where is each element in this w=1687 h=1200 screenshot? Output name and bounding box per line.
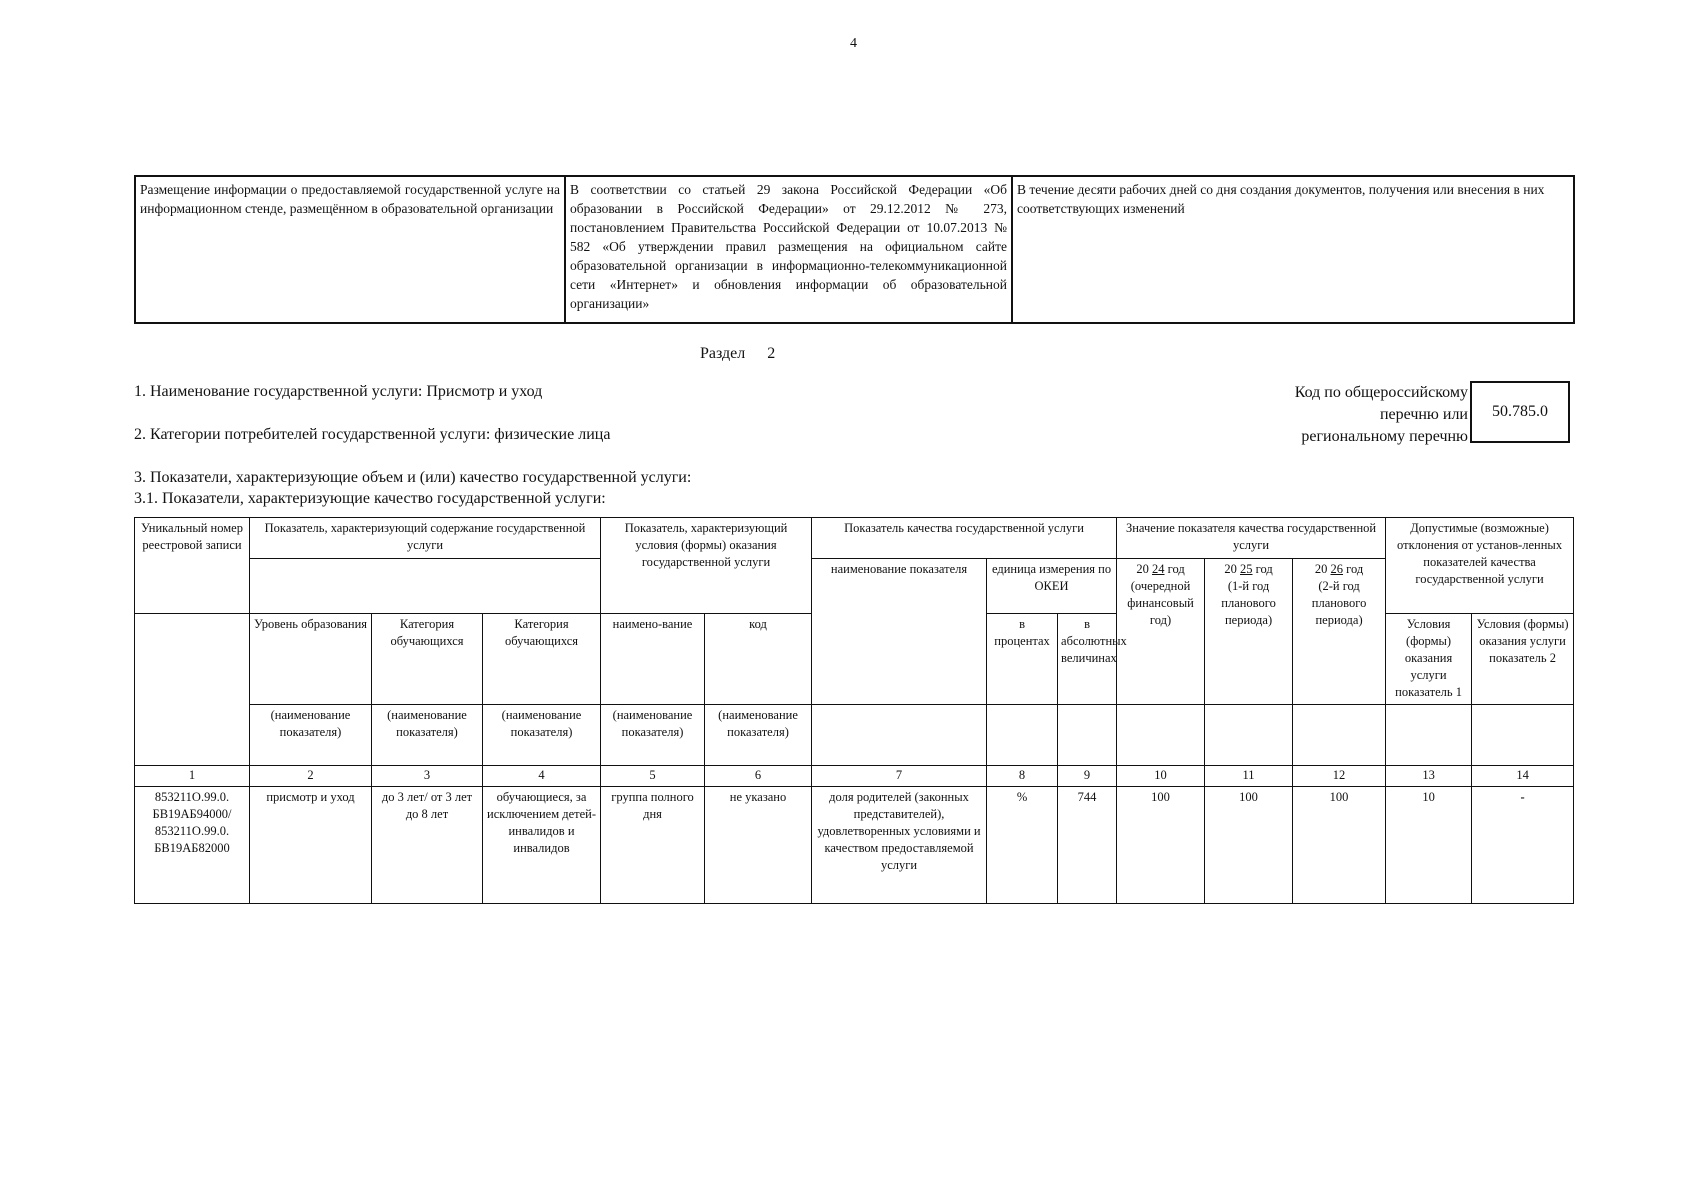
indicators-title: 3. Показатели, характеризующие объем и (или) качество государственной услуги: [134, 469, 692, 486]
header-year-spacer [1205, 705, 1293, 766]
cell-student-category-1: до 3 лет/ от 3 лет до 8 лет [372, 787, 483, 904]
header-percent-spacer [1386, 705, 1472, 766]
year-prefix: 20 [1314, 562, 1328, 576]
cell-student-category-2: обучающиеся, за исключением детей-инвалидов и инвалидов [483, 787, 601, 904]
header-student-category-2: Категория обучающихся [483, 614, 601, 705]
year-suffix: год [1167, 562, 1185, 576]
year-description: (очередной финансовый год) [1127, 579, 1194, 627]
header-allowed-deviations: Допустимые (возможные) отклонения от установ-ленных показателей качества государственной услуги [1386, 518, 1574, 614]
cell-unit-code: 744 [1058, 787, 1117, 904]
column-number: 9 [1058, 766, 1117, 787]
column-number: 7 [812, 766, 987, 787]
naming-note: (наименование показателя) [601, 705, 705, 766]
registry-code-box: 50.785.0 [1470, 381, 1570, 443]
year-value: 26 [1330, 562, 1344, 576]
column-number: 5 [601, 766, 705, 787]
column-number: 8 [987, 766, 1058, 787]
cell-unit-name: % [987, 787, 1058, 904]
header-year-spacer [1117, 705, 1205, 766]
header-indicator-spacer [812, 705, 987, 766]
year-prefix: 20 [1136, 562, 1149, 576]
consumer-categories: 2. Категории потребителей государственной услуги: физические лица [134, 426, 611, 443]
cell-deviation-absolute: - [1472, 787, 1574, 904]
code-label-line: Код по общероссийскому [1294, 384, 1468, 401]
year-value: 25 [1240, 562, 1253, 576]
table-header-row [135, 518, 1574, 559]
info-placement-table [134, 175, 1575, 324]
cell-education-level: присмотр и уход [250, 787, 372, 904]
table-header-row [135, 559, 1574, 614]
column-number: 10 [1117, 766, 1205, 787]
table-row [135, 787, 1574, 904]
placement-content-cell: В соответствии со статьей 29 закона Российской Федерации «Об образовании в Российской Федерации» от 29.12.2012 № 273, постановлением Правительства Российской Федерации от 10.07.2013 № 582 «Об утверждении правил размещения на официальном сайте образовательной организации в информационно-телекоммуникационной сети «Интернет» и обновления информации об образовательной организации» [565, 176, 1012, 323]
header-unique-spacer [135, 614, 250, 766]
header-quality-indicator: Показатель качества государственной услуги [812, 518, 1117, 559]
placement-method-cell: Размещение информации о предоставляемой государственной услуге на информационном стенде, размещённом в образовательной организации [135, 176, 565, 323]
header-absolute-spacer [1472, 705, 1574, 766]
cell-unique-number: 853211О.99.0. БВ19АБ94000/ 853211О.99.0. БВ19АБ82000 [135, 787, 250, 904]
table-row [135, 176, 1574, 323]
column-number-row [135, 766, 1574, 787]
header-indicator-values: Значение показателя качества государственной услуги [1117, 518, 1386, 559]
header-year-2026 [1293, 559, 1386, 705]
naming-note: (наименование показателя) [483, 705, 601, 766]
column-number: 12 [1293, 766, 1386, 787]
column-number: 13 [1386, 766, 1472, 787]
cell-condition-1: группа полного дня [601, 787, 705, 904]
section-label: Раздел [700, 345, 746, 362]
code-label-line: перечню или [1379, 406, 1468, 423]
header-year-2025 [1205, 559, 1293, 705]
column-number: 4 [483, 766, 601, 787]
naming-note: (наименование показателя) [250, 705, 372, 766]
cell-value-2025: 100 [1205, 787, 1293, 904]
header-year-2024 [1117, 559, 1205, 705]
header-condition-1: Условия (формы) оказания услуги показатель 1 [1386, 614, 1472, 705]
year-description: (1-й год планового периода) [1221, 579, 1276, 627]
page-number: 4 [850, 36, 857, 51]
quality-indicators-title: 3.1. Показатели, характеризующие качество государственной услуги: [134, 490, 606, 507]
column-number: 2 [250, 766, 372, 787]
cell-deviation-percent: 10 [1386, 787, 1472, 904]
column-number: 1 [135, 766, 250, 787]
header-conditions-indicator: Показатель, характеризующий условия (формы) оказания государственной услуги [601, 518, 812, 614]
column-number: 3 [372, 766, 483, 787]
header-unit-code: код [705, 614, 812, 705]
header-unit-name-spacer [987, 705, 1058, 766]
naming-note: (наименование показателя) [705, 705, 812, 766]
table-header-row [135, 705, 1574, 766]
header-unique-number: Уникальный номер реестровой записи [135, 518, 250, 614]
header-unit-code-spacer [1058, 705, 1117, 766]
header-unit-okei: единица измерения по ОКЕИ [987, 559, 1117, 614]
header-unit-name: наимено-вание [601, 614, 705, 705]
header-condition-2: Условия (формы) оказания услуги показатель 2 [1472, 614, 1574, 705]
code-label-line: региональному перечню [1301, 428, 1468, 445]
year-suffix: год [1255, 562, 1273, 576]
naming-note: (наименование показателя) [372, 705, 483, 766]
header-education-level: Уровень образования [250, 614, 372, 705]
year-value: 24 [1152, 562, 1165, 576]
section-heading [700, 345, 775, 363]
column-number: 11 [1205, 766, 1293, 787]
quality-indicators-table [134, 517, 1574, 904]
cell-value-2024: 100 [1117, 787, 1205, 904]
registry-code-label [1200, 382, 1468, 448]
header-deviation-percent: в процентах [987, 614, 1058, 705]
column-number: 6 [705, 766, 812, 787]
cell-value-2026: 100 [1293, 787, 1386, 904]
header-content-spacer [250, 559, 601, 614]
header-deviation-absolute: в абсолютных величинах [1058, 614, 1117, 705]
column-number: 14 [1472, 766, 1574, 787]
year-description: (2-й год планового периода) [1311, 579, 1367, 627]
section-number: 2 [767, 345, 776, 362]
cell-condition-2: не указано [705, 787, 812, 904]
service-name: 1. Наименование государственной услуги: Присмотр и уход [134, 383, 543, 400]
cell-indicator-name: доля родителей (законных представителей), удовлетворенных условиями и качеством предоставляемой услуги [812, 787, 987, 904]
year-suffix: год [1346, 562, 1364, 576]
placement-frequency-cell: В течение десяти рабочих дней со дня создания документов, получения или внесения в них соответствующих изменений [1012, 176, 1574, 323]
header-year-spacer [1293, 705, 1386, 766]
header-content-indicator: Показатель, характеризующий содержание государственной услуги [250, 518, 601, 559]
header-indicator-name: наименование показателя [812, 559, 987, 705]
year-prefix: 20 [1224, 562, 1237, 576]
header-student-category-1: Категория обучающихся [372, 614, 483, 705]
